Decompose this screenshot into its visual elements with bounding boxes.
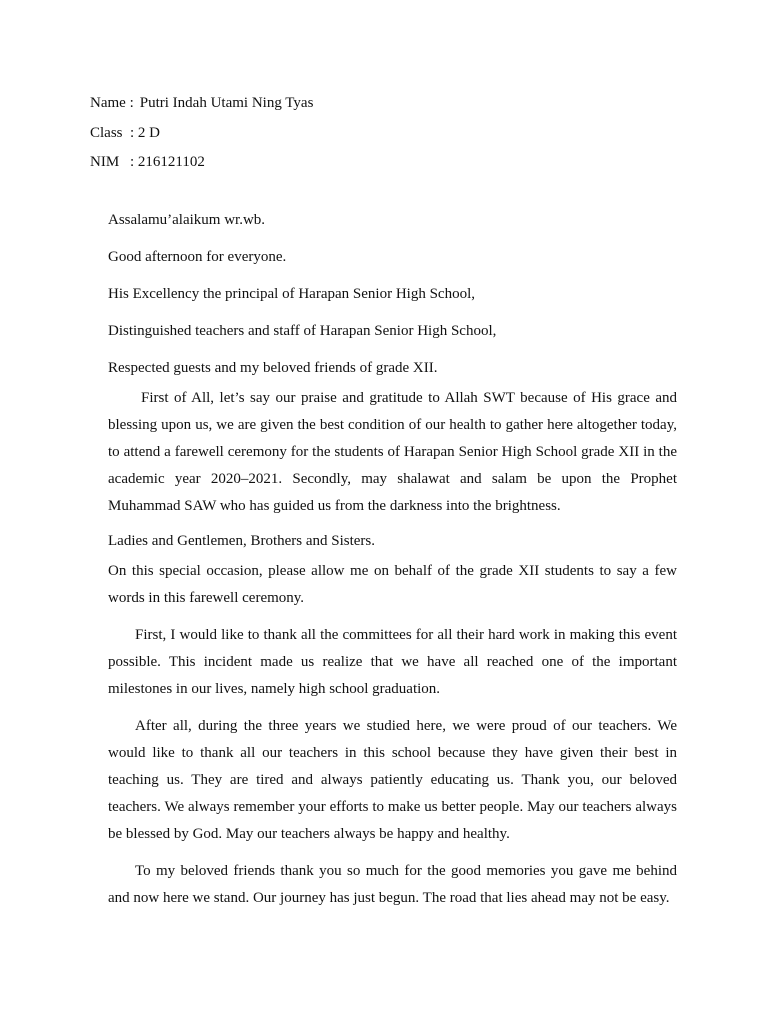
committees-paragraph: First, I would like to thank all the committees for all their hard work in making this event possible. This incident made us realize that we have all reached one of the important milestones in our lives, namely high school graduation. [108,627,677,697]
speech-body [108,209,677,912]
friends-paragraph: To my beloved friends thank you so much for the good memories you gave me behind and now here we stand. Our journey has just begun. The road that lies ahead may not be easy. [108,863,677,906]
afternoon-line: Good afternoon for everyone. [108,249,287,265]
nim-label: NIM [90,154,120,170]
class-value: : 2 D [130,124,160,141]
occasion-paragraph: On this special occasion, please allow me on behalf of the grade XII students to say a few words in this farewell ceremony. [108,563,677,606]
gratitude-paragraph: First of All, let’s say our praise and gratitude to Allah SWT because of His grace and blessing upon us, we are given the best condition of our health to gather here altogether today, to attend a farewell ceremony for the students of Harapan Senior High School grade XII in the academic year 2020–2021. Secondly, may shalawat and salam be upon the Prophet Muhammad SAW who has guided us from the darkness into the brightness. [108,390,677,514]
class-line [90,123,490,153]
class-label: Class [90,124,123,141]
address-teachers-line: Distinguished teachers and staff of Harapan Senior High School, [108,323,497,339]
name-line [90,93,490,123]
greeting-line: Assalamu’alaikum wr.wb. [108,212,266,228]
name-value: Putri Indah Utami Ning Tyas [139,95,314,111]
address-guests-line: Respected guests and my beloved friends of grade XII. [108,360,438,376]
nim-line [90,152,490,182]
teachers-paragraph: After all, during the three years we studied here, we were proud of our teachers. We would like to thank all our teachers in this school because they have given their best in teaching us. They are tired and always patiently educating us. Thank you, our beloved teachers. We always remember your efforts to make us better people. May our teachers always be blessed by God. May our teachers always be happy and healthy. [108,718,677,842]
address-principal-line: His Excellency the principal of Harapan Senior High School, [108,286,475,302]
student-info [90,93,490,182]
address-audience-line: Ladies and Gentlemen, Brothers and Sisters. [108,533,376,549]
name-label: Name : [90,95,134,111]
nim-value: : 216121102 [130,154,205,170]
